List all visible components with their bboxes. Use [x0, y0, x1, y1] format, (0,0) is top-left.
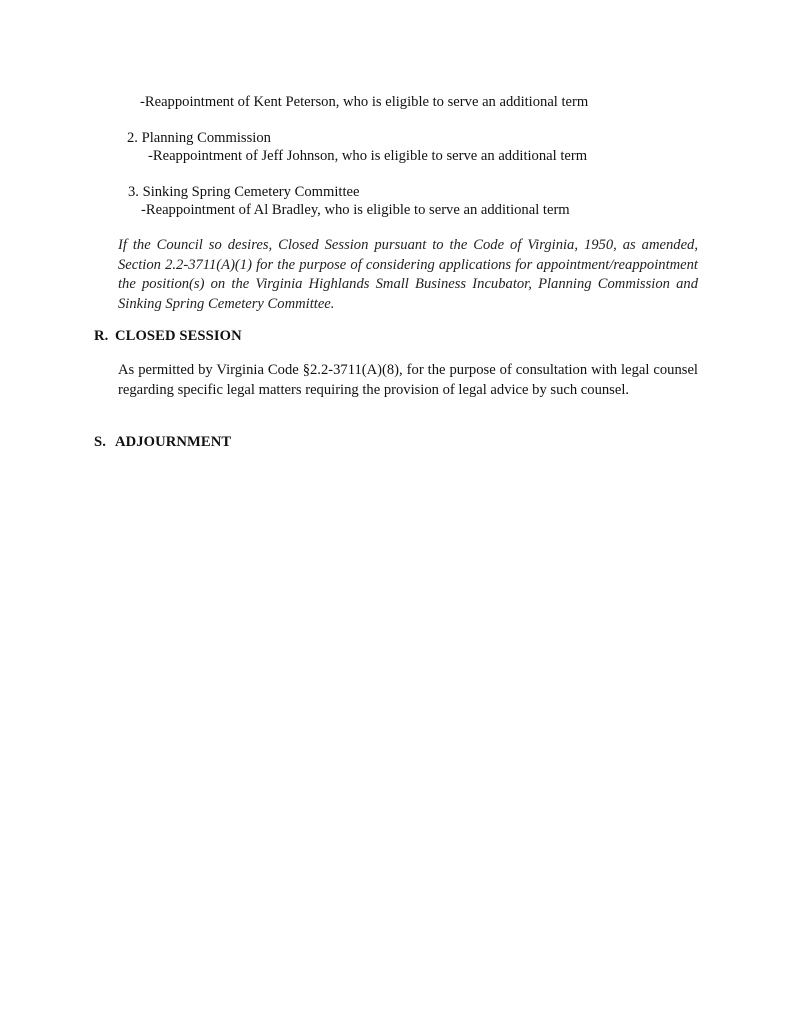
section-title: ADJOURNMENT	[115, 434, 232, 450]
reappointment-jeff-johnson: -Reappointment of Jeff Johnson, who is eligible to serve an additional term	[148, 148, 588, 164]
section-heading-closed-session	[94, 327, 242, 346]
item-planning-commission: 2. Planning Commission	[127, 130, 271, 146]
reappointment-al-bradley: -Reappointment of Al Bradley, who is eligible to serve an additional term	[141, 202, 570, 218]
section-heading-adjournment	[94, 433, 231, 452]
item-sinking-spring-cemetery-committee: 3. Sinking Spring Cemetery Committee	[128, 184, 360, 200]
section-title: CLOSED SESSION	[115, 328, 242, 344]
closed-session-note: If the Council so desires, Closed Session pursuant to the Code of Virginia, 1950, as amended, Section 2.2-3711(A)(1) for the purpose of considering applications for appointment/reappointment the position(s) on the Virginia Highlands Small Business Incubator, Planning Commission and Sinking Spring Cemetery Committee.	[118, 237, 698, 312]
section-letter: R.	[94, 328, 109, 344]
closed-session-body: As permitted by Virginia Code §2.2-3711(A)(8), for the purpose of consultation with legal counsel regarding specific legal matters requiring the provision of legal advice by such counsel.	[118, 362, 698, 398]
section-letter: S.	[94, 434, 106, 450]
reappointment-kent-peterson: -Reappointment of Kent Peterson, who is eligible to serve an additional term	[140, 94, 589, 110]
